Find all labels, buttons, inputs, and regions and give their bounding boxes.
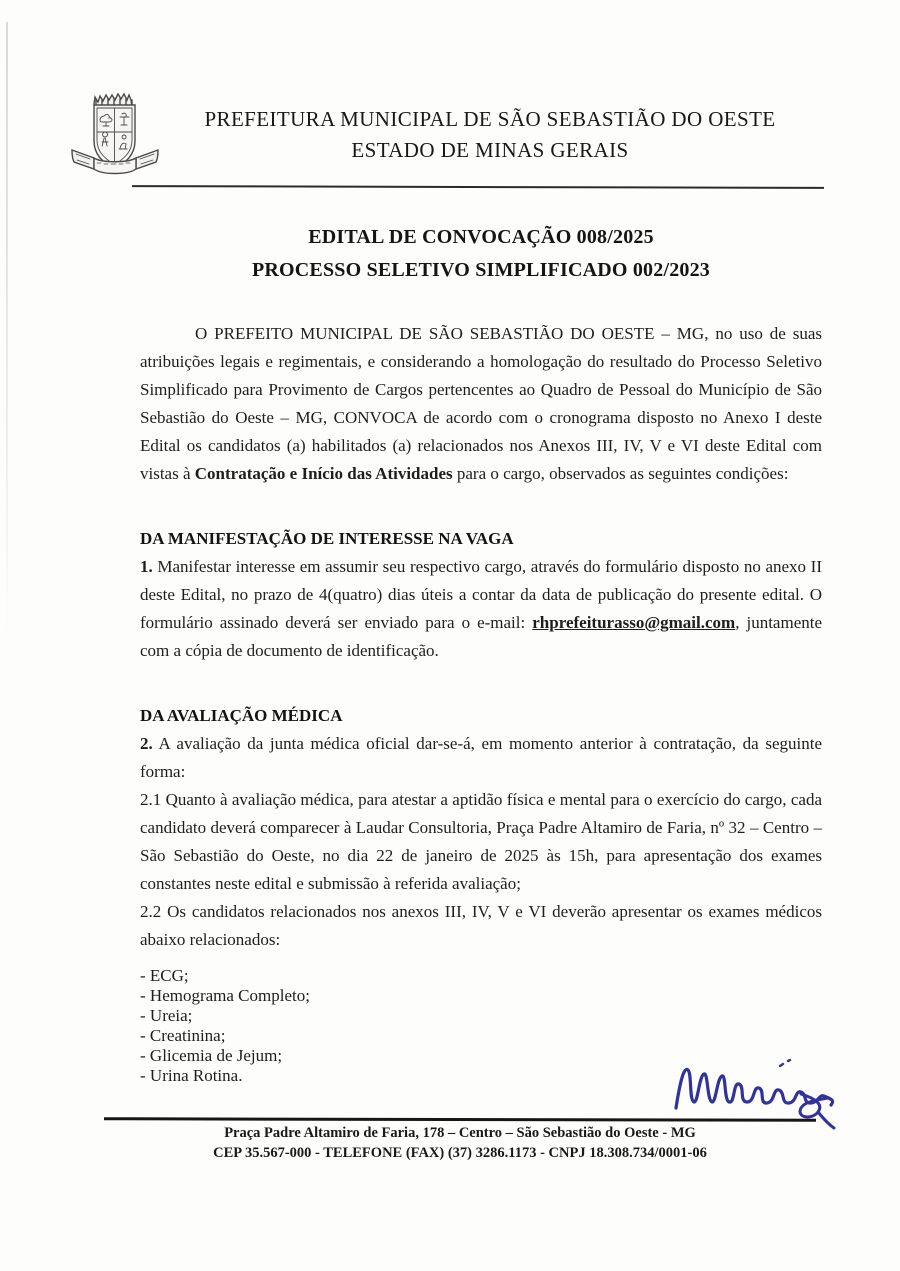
org-state: ESTADO DE MINAS GERAIS <box>351 138 629 162</box>
title-line-1: EDITAL DE CONVOCAÇÃO 008/2025 <box>308 226 654 248</box>
title-line-2: PROCESSO SELETIVO SIMPLIFICADO 002/2023 <box>251 259 711 281</box>
document-body <box>140 320 822 1086</box>
exam-list-item: - Ureia; <box>140 1006 193 1025</box>
footer-address-line: Praça Padre Altamiro de Faria, 178 – Centro – São Sebastião do Oeste - MG <box>224 1125 696 1141</box>
clause-2-paragraph <box>140 730 822 786</box>
clause-2-number: 2. <box>140 734 153 753</box>
scan-edge-artifact <box>6 22 8 642</box>
email-address: rhprefeiturasso@gmail.com <box>532 613 736 632</box>
header-divider <box>132 185 824 189</box>
clause-2-text: A avaliação da junta médica oficial dar-se-á, em momento anterior à contratação, da seguinte forma: <box>140 734 822 781</box>
intro-paragraph <box>140 320 822 488</box>
exam-list-item: - Hemograma Completo; <box>140 986 310 1005</box>
exam-list-item: - Creatinina; <box>140 1026 226 1045</box>
letterhead <box>150 104 830 166</box>
clause-2-2-paragraph: 2.2 Os candidatos relacionados nos anexos III, IV, V e VI deverão apresentar os exames médicos abaixo relacionados: <box>140 902 822 949</box>
intro-text-1: O PREFEITO MUNICIPAL DE SÃO SEBASTIÃO DO OESTE – MG, no uso de suas atribuições legais e regimentais, e considerando a homologação do resultado do Processo Seletivo Simplificado para Provimento de Cargos pertencentes ao Quadro de Pessoal do Município de São Sebastião do Oeste – MG, CONVOCA de acordo com o cronograma disposto no Anexo I deste Edital os candidatos (a) habilitados (a) relacionados nos Anexos III, IV, V e VI deste Edital com vistas à <box>140 324 822 483</box>
section-heading-avaliacao: DA AVALIAÇÃO MÉDICA <box>140 706 343 725</box>
org-name: PREFEITURA MUNICIPAL DE SÃO SEBASTIÃO DO OESTE <box>204 107 776 131</box>
exam-list-item: - Glicemia de Jejum; <box>140 1046 283 1065</box>
exam-list-item: - Urina Rotina. <box>140 1066 243 1085</box>
handwritten-signature <box>668 1044 858 1132</box>
intro-bold-phrase: Contratação e Início das Atividades <box>194 464 453 483</box>
clause-1-number: 1. <box>140 557 153 576</box>
exam-list-item: - ECG; <box>140 966 189 985</box>
section-heading-manifestacao: DA MANIFESTAÇÃO DE INTERESSE NA VAGA <box>140 529 514 548</box>
document-title <box>140 221 822 287</box>
clause-2-1-paragraph: 2.1 Quanto à avaliação médica, para atestar a aptidão física e mental para o exercício do cargo, cada candidato deverá comparecer à Laudar Consultoria, Praça Padre Altamiro de Faria, nº 32 – Centro – São Sebastião do Oeste, no dia 22 de janeiro de 2025 às 15h, para apresentação dos exames constantes neste edital e submissão à referida avaliação; <box>140 790 822 893</box>
clause-1-text-2: , juntamente com a cópia de documento de identificação. <box>140 613 823 660</box>
intro-text-2: para o cargo, observados as seguintes condições: <box>452 464 789 483</box>
clause-1-paragraph <box>140 553 822 665</box>
clause-1-text-1: Manifestar interesse em assumir seu respectivo cargo, através do formulário disposto no anexo II deste Edital, no prazo de 4(quatro) dias úteis a contar da data de publicação do presente edital. O formulário assinado deverá ser enviado para o e-mail: <box>140 557 822 632</box>
footer-contact-line: CEP 35.567-000 - TELEFONE (FAX) (37) 3286.1173 - CNPJ 18.308.734/0001-06 <box>213 1145 707 1161</box>
